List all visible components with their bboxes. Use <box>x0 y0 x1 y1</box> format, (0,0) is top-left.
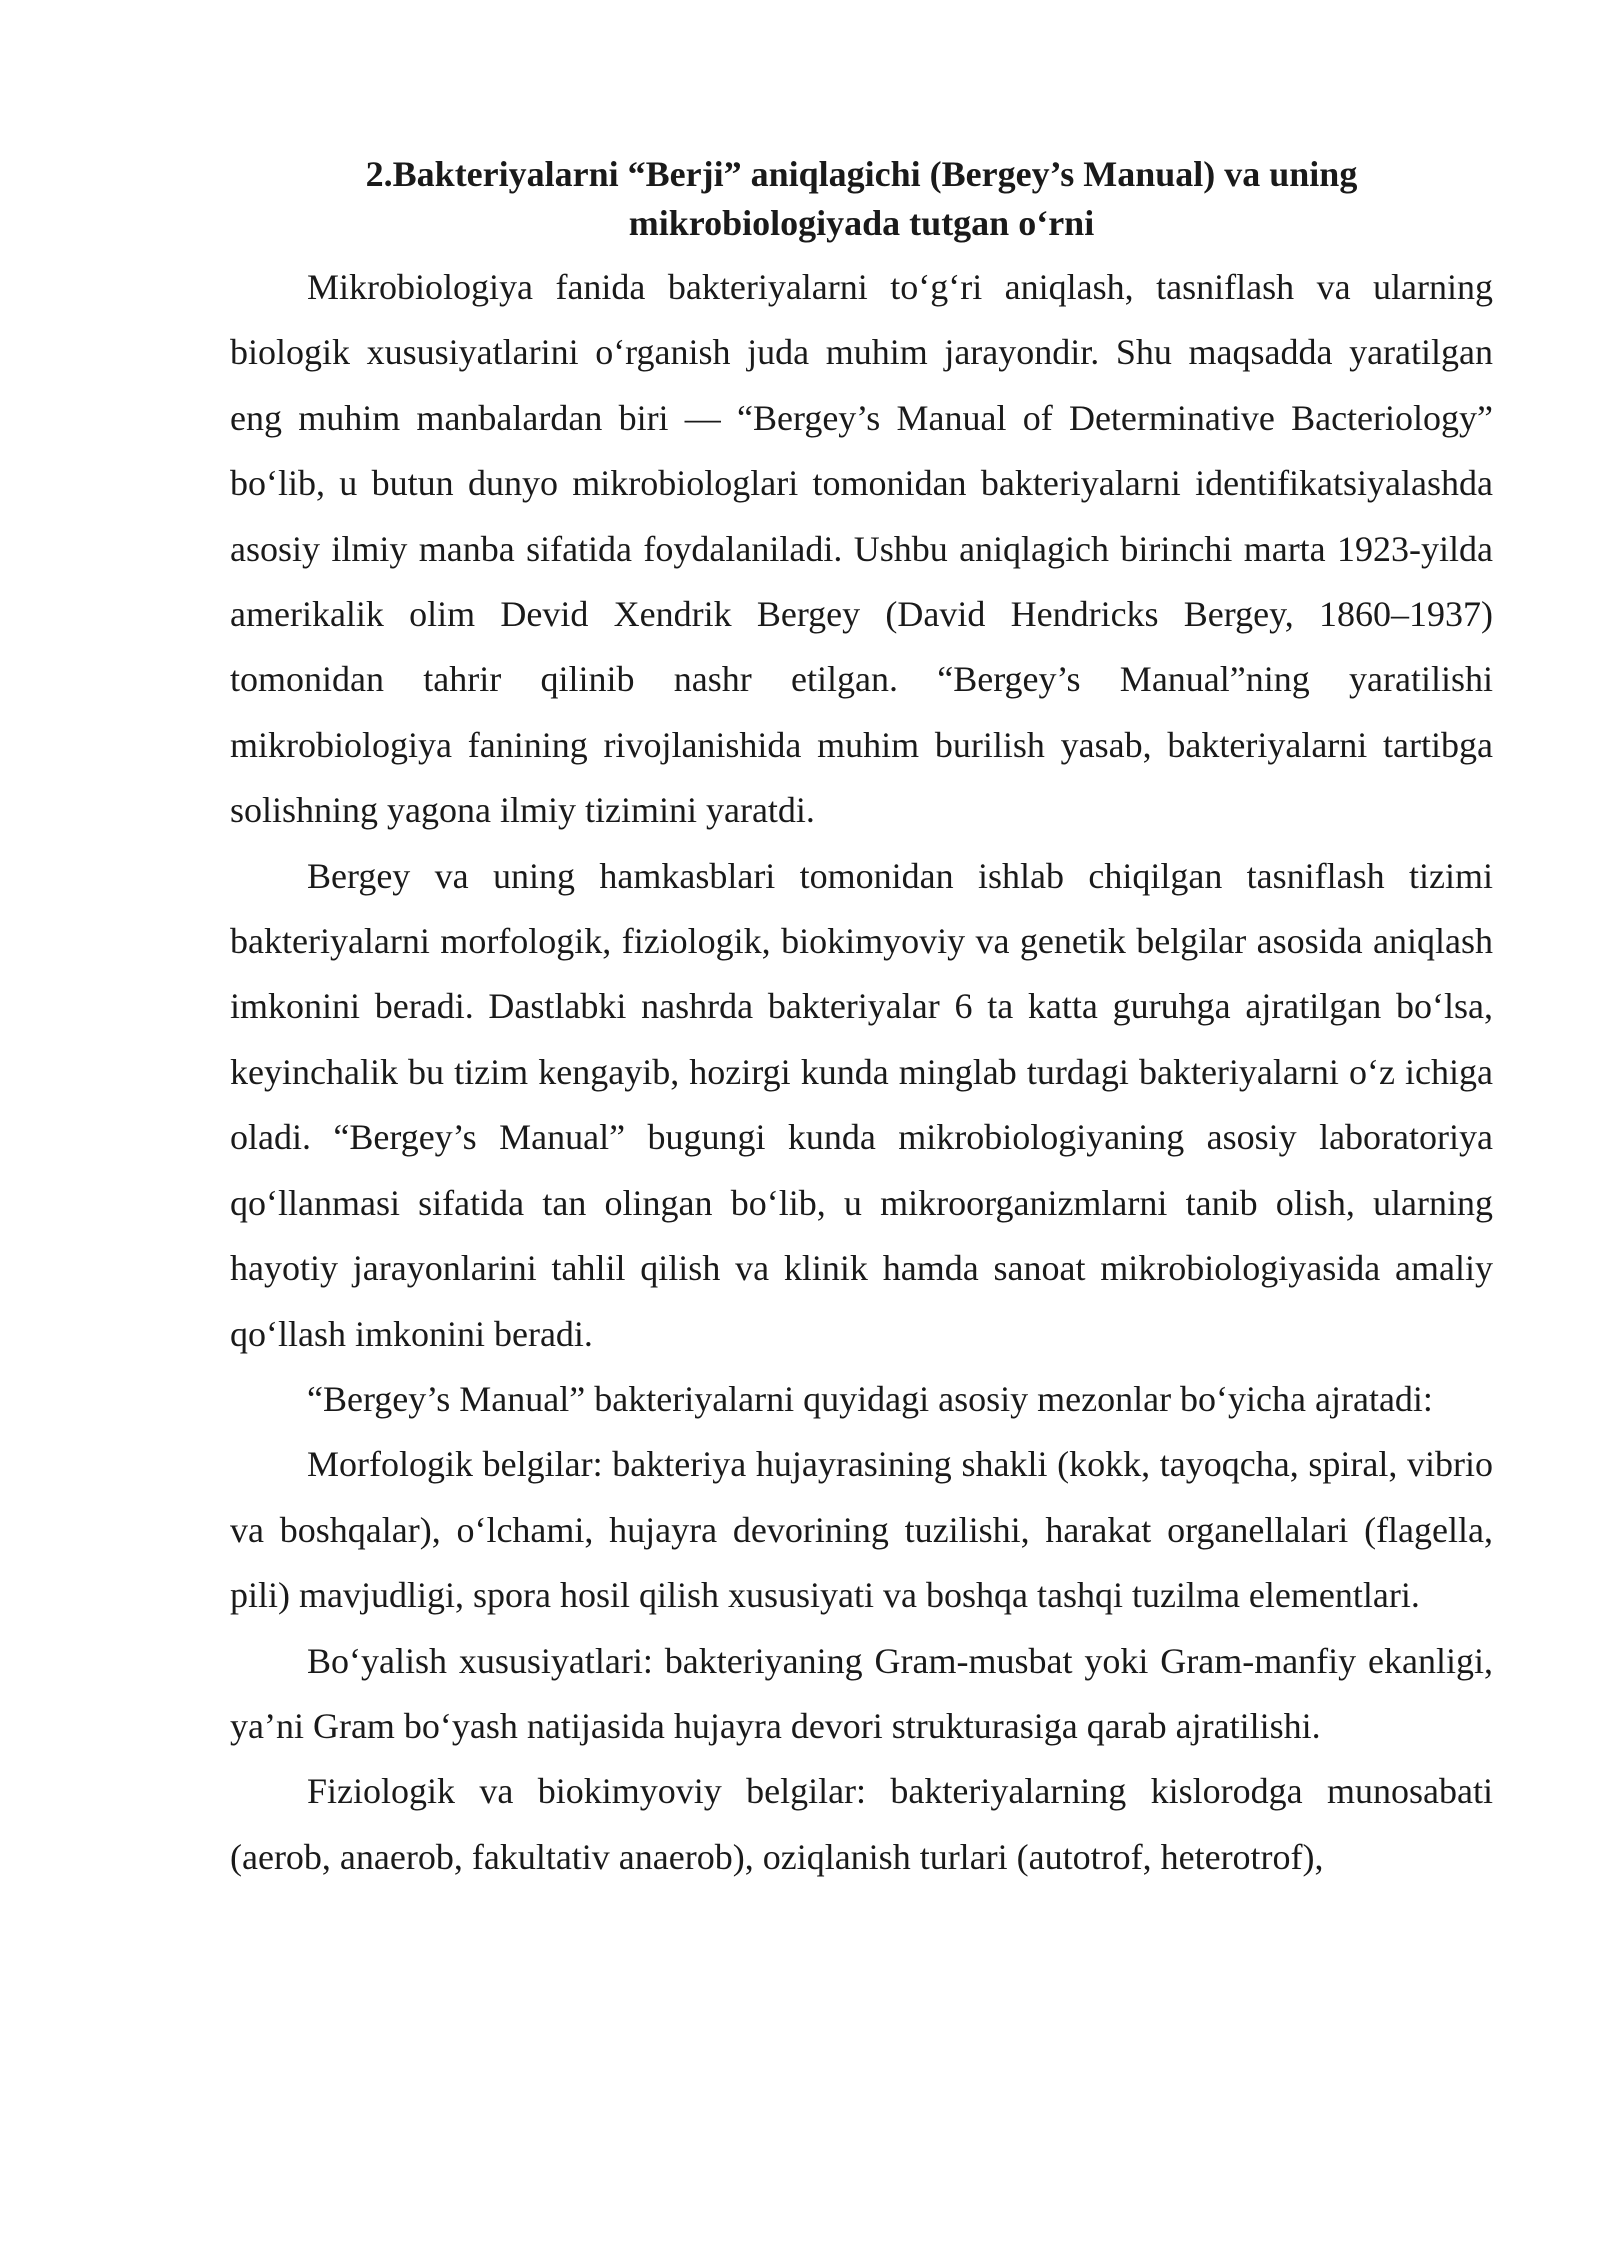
paragraph-intro: Mikrobiologiya fanida bakteriyalarni to‘g‘ri aniqlash, tasniflash va ularning biologik xususiyatlarini o‘rganish juda muhim jarayondir. Shu maqsadda yaratilgan eng muhim manbalardan biri — “Bergey’s Manual of Determinative Bacteriology” bo‘lib, u butun dunyo mikrobiologlari tomonidan bakteriyalarni identifikatsiyalashda asosiy ilmiy manba sifatida foydalaniladi. Ushbu aniqlagich birinchi marta 1923-yilda amerikalik olim Devid Xendrik Bergey (David Hendricks Bergey, 1860–1937) tomonidan tahrir qilinib nashr etilgan. “Bergey’s Manual”ning yaratilishi mikrobiologiya fanining rivojlanishida muhim burilish yasab, bakteriyalarni tartibga solishning yagona ilmiy tizimini yaratdi. <box>230 267 1493 831</box>
paragraph-physiology: Fiziologik va biokimyoviy belgilar: bakteriyalarning kislorodga munosabati (aerob, anaerob, fakultativ anaerob), oziqlanish turlari (autotrof, heterotrof), <box>230 1771 1493 1877</box>
document-body <box>230 150 1493 1890</box>
paragraph-classification: Bergey va uning hamkasblari tomonidan ishlab chiqilgan tasniflash tizimi bakteriyalarni morfologik, fiziologik, biokimyoviy va genetik belgilar asosida aniqlash imkonini beradi. Dastlabki nashrda bakteriyalar 6 ta katta guruhga ajratilgan bo‘lsa, keyinchalik bu tizim kengayib, hozirgi kunda minglab turdagi bakteriyalarni o‘z ichiga oladi. “Bergey’s Manual” bugungi kunda mikrobiologiyaning asosiy laboratoriya qo‘llanmasi sifatida tan olingan bo‘lib, u mikroorganizmlarni tanib olish, ularning hayotiy jarayonlarini tahlil qilish va klinik hamda sanoat mikrobiologiyasida amaliy qo‘llash imkonini beradi. <box>230 855 1493 1354</box>
document-title: 2.Bakteriyalarni “Berji” aniqlagichi (Bergey’s Manual) va uning mikrobiologiyada tutgan o‘rni <box>365 154 1358 243</box>
paragraph-staining: Bo‘yalish xususiyatlari: bakteriyaning Gram-musbat yoki Gram-manfiy ekanligi, ya’ni Gram bo‘yash natijasida hujayra devori strukturasiga qarab ajratilishi. <box>230 1640 1493 1746</box>
paragraph-morphology: Morfologik belgilar: bakteriya hujayrasining shakli (kokk, tayoqcha, spiral, vibrio va boshqalar), o‘lchami, hujayra devorining tuzilishi, harakat organellalari (flagella, pili) mavjudligi, spora hosil qilish xususiyati va boshqa tashqi tuzilma elementlari. <box>230 1444 1493 1616</box>
paragraph-criteria-intro: “Bergey’s Manual” bakteriyalarni quyidagi asosiy mezonlar bo‘yicha ajratadi: <box>307 1378 1433 1419</box>
